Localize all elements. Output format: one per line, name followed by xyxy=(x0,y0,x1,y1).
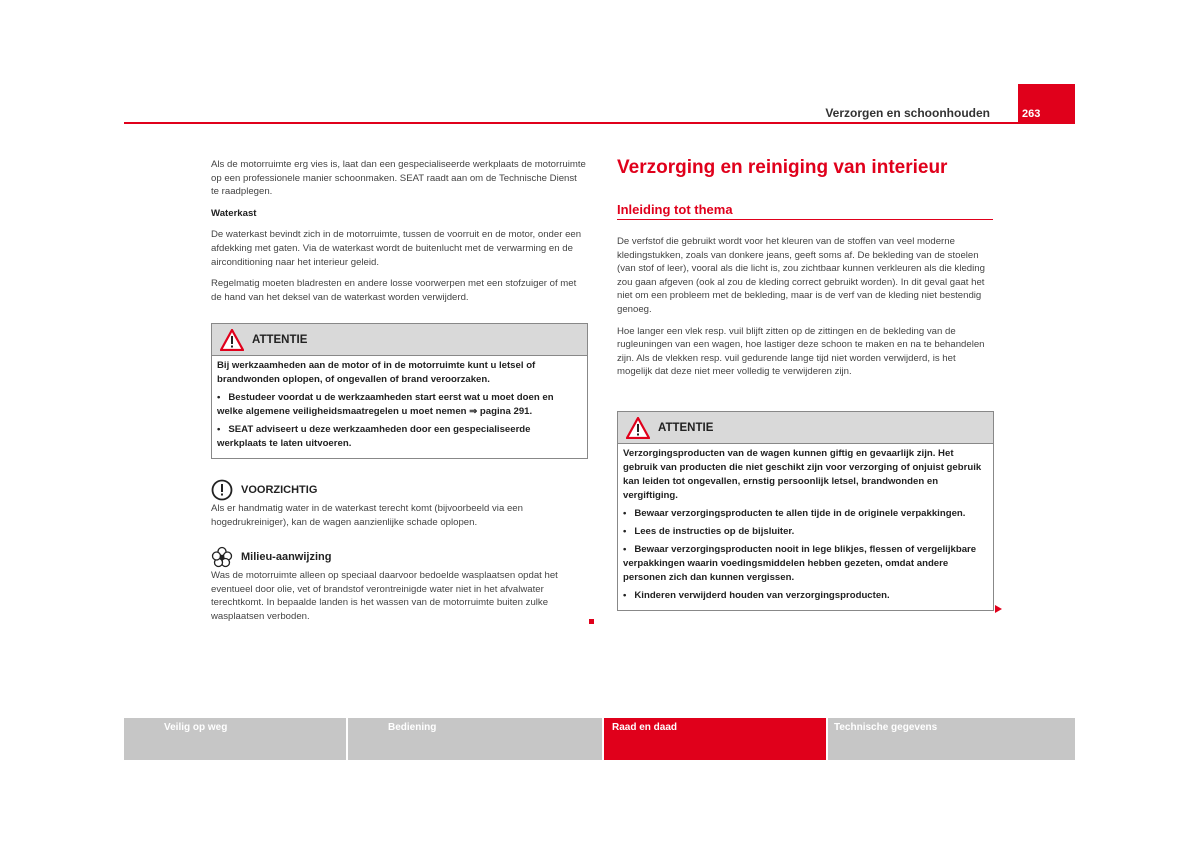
subsection-rule xyxy=(617,219,993,220)
warning-title: ATTENTIE xyxy=(252,333,308,346)
section-end-marker xyxy=(589,619,594,624)
warning-box-right xyxy=(617,411,994,611)
flower-icon xyxy=(211,546,233,568)
warning-bullet: • Kinderen verwijderd houden van verzorgingsproducten. xyxy=(623,589,988,603)
left-column xyxy=(211,158,587,312)
right-column xyxy=(617,235,993,387)
tab-bediening[interactable] xyxy=(348,718,602,760)
subsection-title: Inleiding tot thema xyxy=(617,202,733,217)
tab-veilig-op-weg[interactable] xyxy=(124,718,346,760)
warning-bullet: • SEAT adviseert u deze werkzaamheden door een gespecialiseerde werkplaats te laten uitvoeren. xyxy=(217,423,582,451)
warning-box-left xyxy=(211,323,588,459)
tab-technische-gegevens[interactable] xyxy=(828,718,1075,760)
tab-label: Raad en daad xyxy=(612,722,678,733)
warning-header xyxy=(212,324,587,356)
section-title: Verzorging en reiniging van interieur xyxy=(617,157,948,178)
tab-label: Bediening xyxy=(388,722,437,733)
warning-lead: Bij werkzaamheden aan de motor of in de motorruimte kunt u letsel of brandwonden oplopen, of ongevallen of brand veroorzaken. xyxy=(217,360,536,385)
warning-triangle-icon xyxy=(220,329,244,351)
caution-note xyxy=(211,479,587,529)
page-number: 263 xyxy=(1022,108,1041,120)
tab-label: Veilig op weg xyxy=(164,722,228,733)
environment-note xyxy=(211,546,587,623)
warning-header xyxy=(618,412,993,444)
environment-header xyxy=(211,546,587,568)
caution-header xyxy=(211,479,587,501)
warning-body xyxy=(618,444,993,610)
chapter-title: Verzorgen en schoonhouden xyxy=(825,106,990,120)
intro-paragraph-2: Hoe langer een vlek resp. vuil blijft zitten op de zittingen en de bekleding van de rugleuningen van een wagen, hoe lastiger deze schoon te maken en na te behandelen zijn. Als de vlekken resp. vuil gedurende lange tijd niet worden verwijderd, is het mogelijk dat deze niet meer volledig te verwijderen zijn. xyxy=(617,325,985,378)
warning-bullet: • Bewaar verzorgingsproducten nooit in lege blikjes, flessen of vergelijkbare verpakkingen waarin voedingsmiddelen hebben gezeten, omdat andere personen zich dan kunnen vergissen. xyxy=(623,543,988,585)
caution-title: VOORZICHTIG xyxy=(241,484,318,496)
continue-arrow-icon xyxy=(995,605,1002,613)
warning-body xyxy=(212,356,587,458)
intro-paragraph-1: De verfstof die gebruikt wordt voor het kleuren van de stoffen van veel moderne kledingstukken, zoals van donkere jeans, geeft soms af. De bekleding van de stoelen (van stof of leer), vooral als die licht is, zou zichtbaar kunnen verkleuren als die kleding zou gaan afgeven (ook al zou de kleding correct gebruikt worden). In dit geval gaat het niet om een probleem met de bekleding, maar is de verf van de kleding niet bestendig genoeg. xyxy=(617,236,985,315)
warning-lead: Verzorgingsproducten van de wagen kunnen giftig en gevaarlijk zijn. Het gebruik van producten die niet geschikt zijn voor verzorging of onjuist gebruik kan leiden tot ongevallen, ernstig persoonlijk letsel, brandwonden en vergiftiging. xyxy=(623,448,982,501)
header-rule xyxy=(124,122,1018,124)
warning-bullet: • Bestudeer voordat u de werkzaamheden start eerst wat u moet doen en welke algemene veiligheidsmaatregelen u moet nemen ⇒ pagina 291. xyxy=(217,391,582,419)
caution-text: Als er handmatig water in de waterkast terecht komt (bijvoorbeeld via een hogedrukreiniger), kan de wagen aanzienlijke schade oplopen. xyxy=(211,503,523,528)
waterkast-paragraph-2: Regelmatig moeten bladresten en andere losse voorwerpen met een stofzuiger of met de hand van het deksel van de waterkast worden verwijderd. xyxy=(211,278,577,303)
exclamation-circle-icon xyxy=(211,479,233,501)
warning-bullet: • Lees de instructies op de bijsluiter. xyxy=(623,525,988,539)
warning-triangle-icon xyxy=(626,417,650,439)
environment-text: Was de motorruimte alleen op speciaal daarvoor bedoelde wasplaatsen opdat het eventueel door olie, vet of brandstof verontreinigde water niet in het afvalwater terechtkomt. In bepaalde landen is het wassen van de motorruimte buiten zulke wasplaatsen verboden. xyxy=(211,570,558,622)
warning-title: ATTENTIE xyxy=(658,421,714,434)
warning-bullet: • Bewaar verzorgingsproducten te allen tijde in de originele verpakkingen. xyxy=(623,507,988,521)
intro-paragraph: Als de motorruimte erg vies is, laat dan een gespecialiseerde werkplaats de motorruimte op een professionele manier schoonmaken. SEAT raadt aan om de Technische Dienst te raadplegen. xyxy=(211,159,586,198)
waterkast-paragraph-1: De waterkast bevindt zich in de motorruimte, tussen de voorruit en de motor, onder een afdekking met gaten. Via de waterkast wordt de buitenlucht met de verwarming en de airconditioning naar het interieur geleid. xyxy=(211,229,582,268)
waterkast-heading: Waterkast xyxy=(211,207,257,219)
tab-label: Technische gegevens xyxy=(834,722,938,733)
tab-raad-en-daad[interactable] xyxy=(604,718,826,760)
environment-title: Milieu-aanwijzing xyxy=(241,551,332,563)
